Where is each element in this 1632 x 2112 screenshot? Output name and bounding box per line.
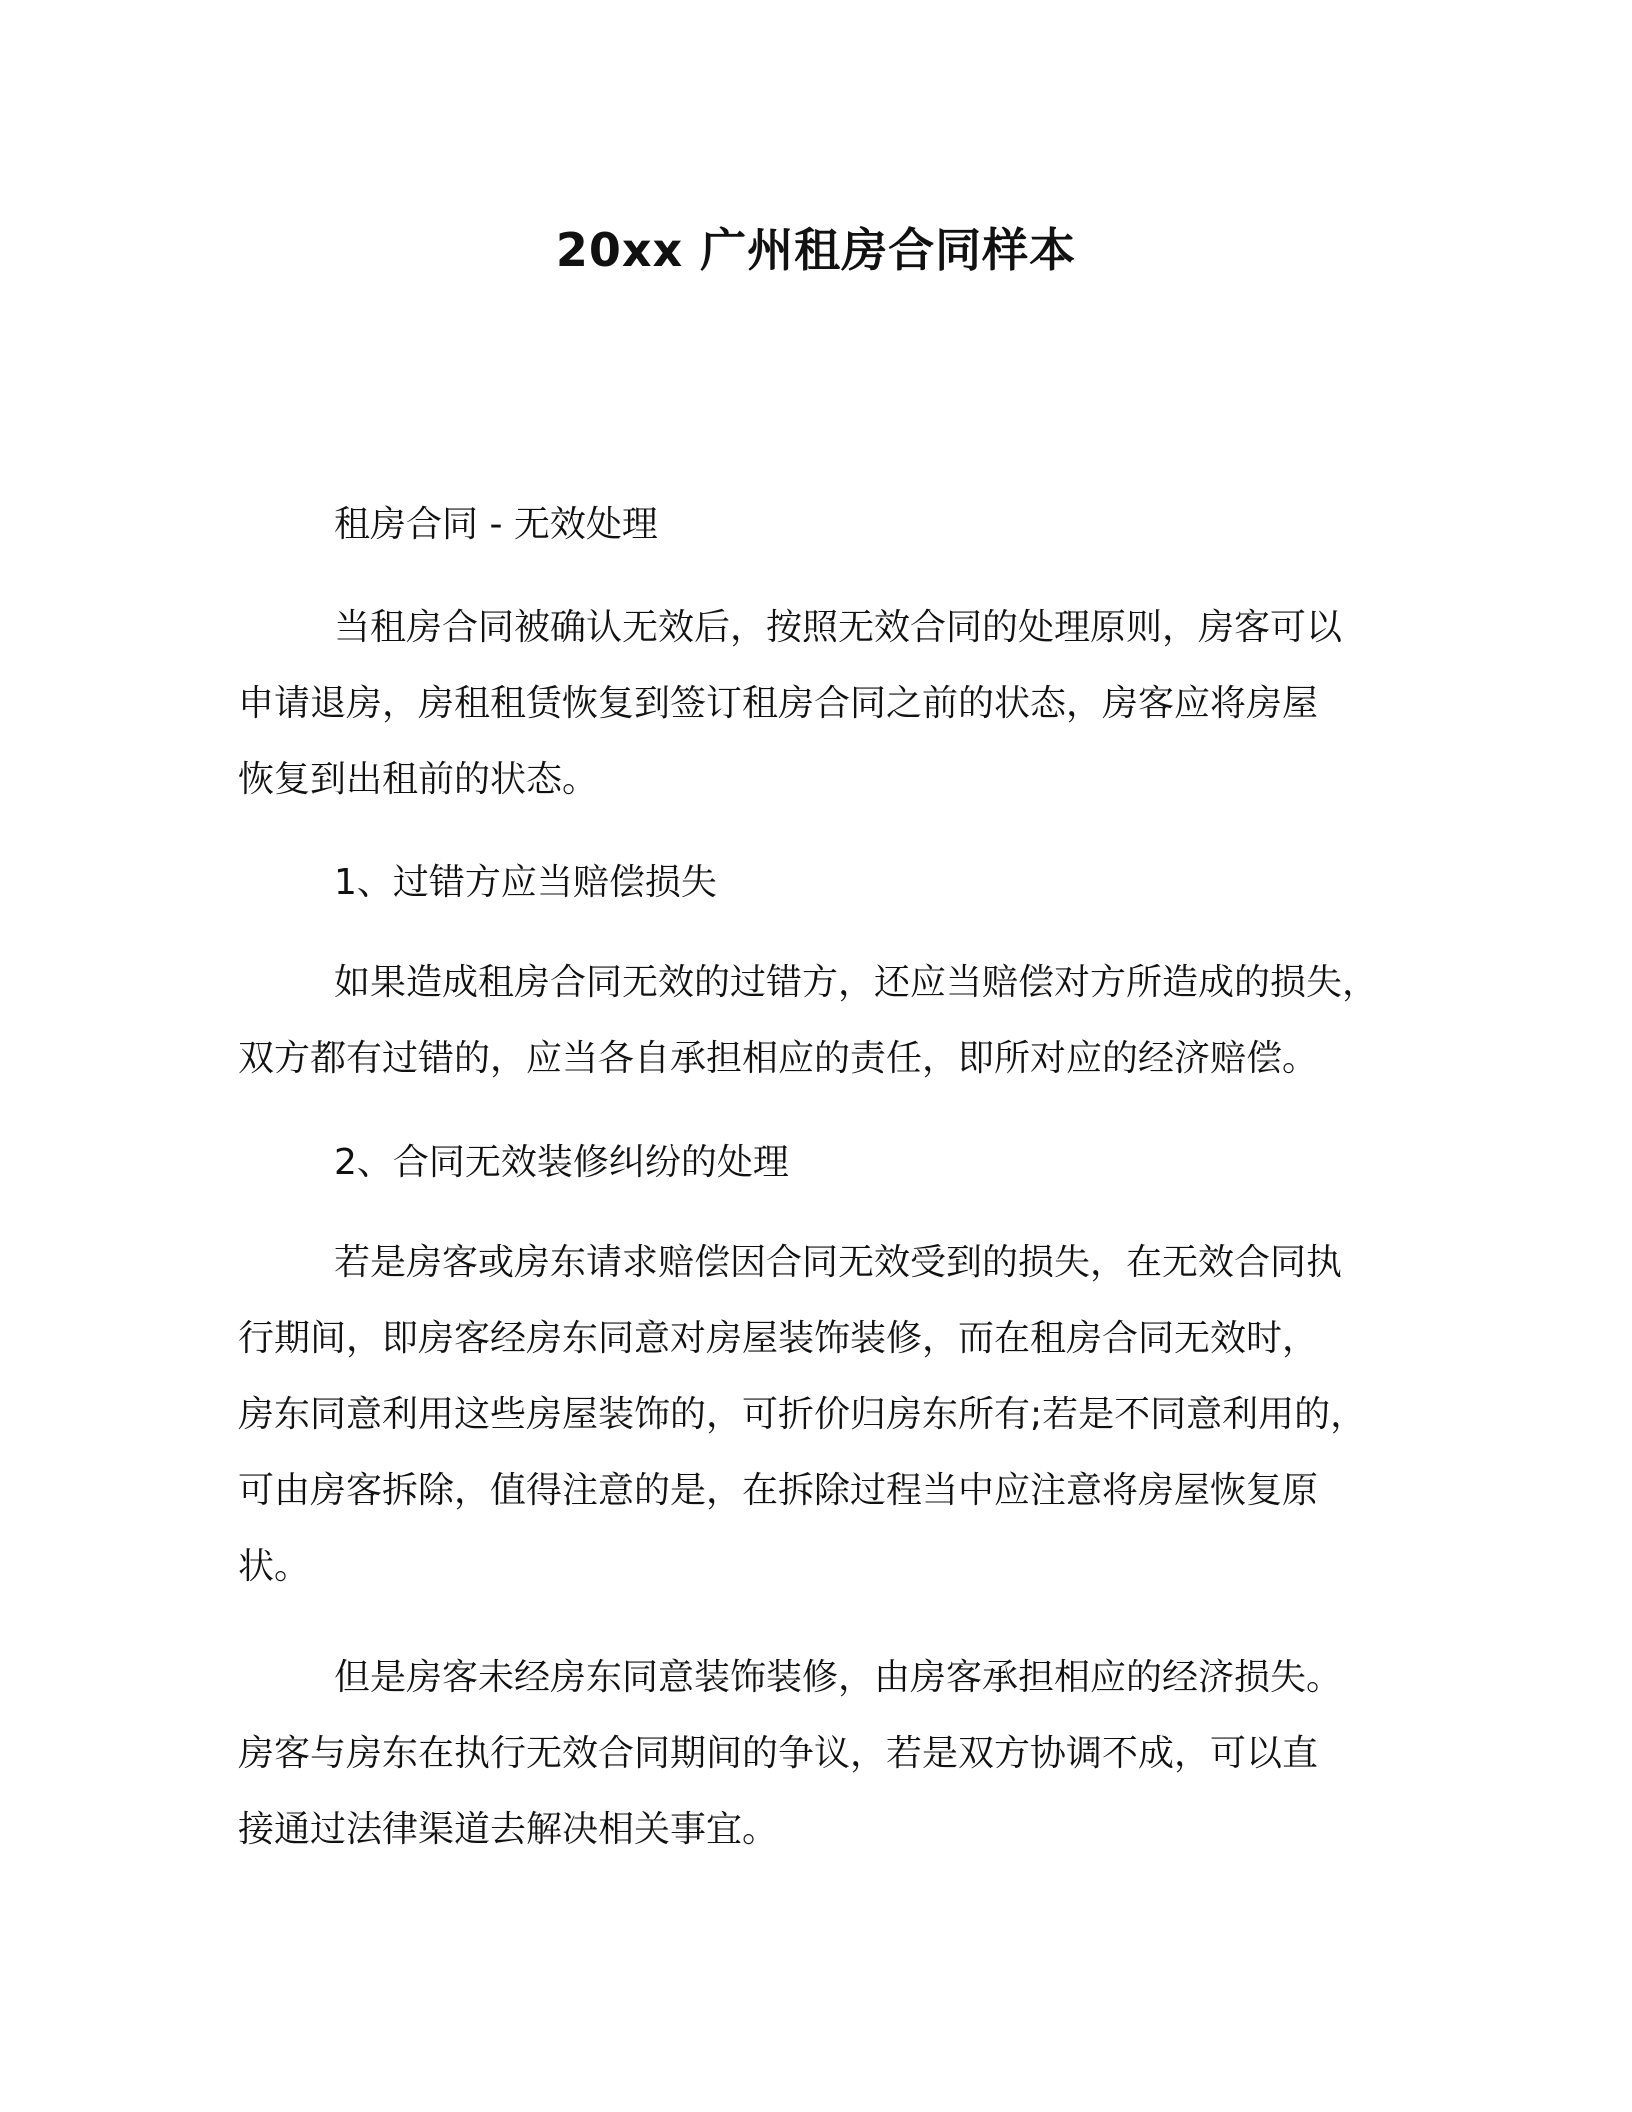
paragraph-line: 恢复到出租前的状态。 [238, 759, 599, 800]
paragraph-invalid-contract [238, 590, 1398, 818]
paragraph-line: 行期间，即房客经房东同意对房屋装饰装修，而在租房合同无效时， [238, 1318, 1319, 1359]
section-heading-invalid-handling: 租房合同 - 无效处理 [334, 504, 658, 545]
paragraph-line: 当租房合同被确认无效后，按照无效合同的处理原则，房客可以 [334, 607, 1343, 648]
paragraph-line: 双方都有过错的，应当各自承担相应的责任，即所对应的经济赔偿。 [238, 1038, 1319, 1079]
paragraph-line: 房客与房东在执行无效合同期间的争议，若是双方协调不成，可以直 [238, 1733, 1319, 1774]
paragraph-unauthorized-renovation [238, 1640, 1398, 1868]
paragraph-line: 房东同意利用这些房屋装饰的，可折价归房东所有;若是不同意利用的， [238, 1394, 1367, 1435]
paragraph-renovation-dispute [238, 1225, 1398, 1605]
paragraph-line: 申请退房，房租租赁恢复到签订租房合同之前的状态，房客应将房屋 [238, 683, 1319, 724]
paragraph-compensation [238, 945, 1398, 1097]
paragraph-line: 但是房客未经房东同意装饰装修，由房客承担相应的经济损失。 [334, 1657, 1343, 1698]
document-title: 20xx 广州租房合同样本 [555, 223, 1077, 277]
item-heading-compensation: 1、过错方应当赔偿损失 [334, 862, 717, 903]
paragraph-line: 接通过法律渠道去解决相关事宜。 [238, 1809, 779, 1850]
paragraph-line: 可由房客拆除，值得注意的是，在拆除过程当中应注意将房屋恢复原 [238, 1470, 1319, 1511]
paragraph-line: 状。 [238, 1546, 311, 1587]
paragraph-line: 如果造成租房合同无效的过错方，还应当赔偿对方所造成的损失， [334, 962, 1379, 1003]
paragraph-line: 若是房客或房东请求赔偿因合同无效受到的损失，在无效合同执 [334, 1242, 1343, 1283]
item-heading-renovation-dispute: 2、合同无效装修纠纷的处理 [334, 1142, 789, 1183]
